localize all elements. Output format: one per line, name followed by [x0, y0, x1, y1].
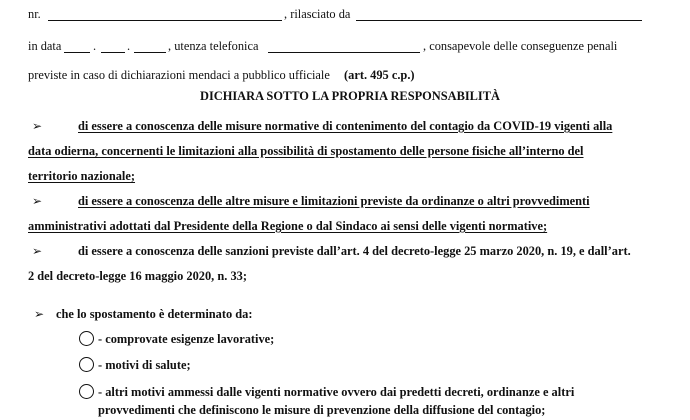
issued-by-label: , rilasciato da: [284, 7, 351, 21]
movement-intro: che lo spostamento è determinato da:: [56, 307, 253, 321]
option-other-line-2: provvedimenti che definiscono le misure di prevenzione della diffusione del contagio;: [98, 403, 546, 417]
declaration-heading: DICHIARA SOTTO LA PROPRIA RESPONSABILITÀ: [200, 89, 500, 103]
option-other-line-1: - altri motivi ammessi dalle vigenti normative ovvero dai predetti decreti, ordinanze e altri: [98, 385, 575, 399]
arrow-bullet-icon: ➢: [32, 194, 43, 208]
declaration-1-line-1: di essere a conoscenza delle misure normative di contenimento del contagio da COVID-19 vigenti alla: [78, 119, 613, 133]
date-day-field[interactable]: [64, 40, 90, 53]
date-year-field[interactable]: [134, 40, 166, 53]
radio-circle-icon[interactable]: [79, 357, 94, 372]
phone-field[interactable]: [268, 40, 420, 53]
radio-circle-icon[interactable]: [79, 384, 94, 399]
aware-text: , consapevole delle conseguenze penali: [423, 39, 618, 53]
date-separator: .: [127, 39, 131, 53]
radio-circle-icon[interactable]: [79, 331, 94, 346]
declaration-3-line-2: 2 del decreto-legge 16 maggio 2020, n. 33;: [28, 269, 247, 283]
issued-by-field[interactable]: [356, 8, 642, 21]
declaration-1-line-2: data odierna, concernenti le limitazioni alla possibilità di spostamento delle persone fisiche all’interno del: [28, 144, 584, 158]
declaration-2-line-1: di essere a conoscenza delle altre misure e limitazioni previste da ordinanze o altri provvedimenti: [78, 194, 590, 208]
declaration-1-line-3: territorio nazionale;: [28, 169, 136, 183]
declaration-2-line-2: amministrativi adottati dal Presidente della Regione o dal Sindaco ai sensi delle vigenti normative;: [28, 219, 548, 233]
date-separator: .: [93, 39, 97, 53]
date-month-field[interactable]: [101, 40, 125, 53]
arrow-bullet-icon: ➢: [32, 244, 43, 258]
date-label: in data: [28, 39, 62, 53]
arrow-bullet-icon: ➢: [34, 307, 45, 321]
penalty-text: previste in caso di dichiarazioni mendaci a pubblico ufficiale: [28, 68, 330, 82]
option-work: - comprovate esigenze lavorative;: [98, 332, 275, 346]
nr-label: nr.: [28, 7, 41, 21]
nr-field[interactable]: [48, 8, 282, 21]
option-health: - motivi di salute;: [98, 358, 191, 372]
arrow-bullet-icon: ➢: [32, 119, 43, 133]
phone-label: , utenza telefonica: [168, 39, 259, 53]
declaration-3-line-1: di essere a conoscenza delle sanzioni previste dall’art. 4 del decreto-legge 25 marzo 2020, n. 19, e dall’art.: [78, 244, 631, 258]
article-ref: (art. 495 c.p.): [344, 68, 415, 82]
